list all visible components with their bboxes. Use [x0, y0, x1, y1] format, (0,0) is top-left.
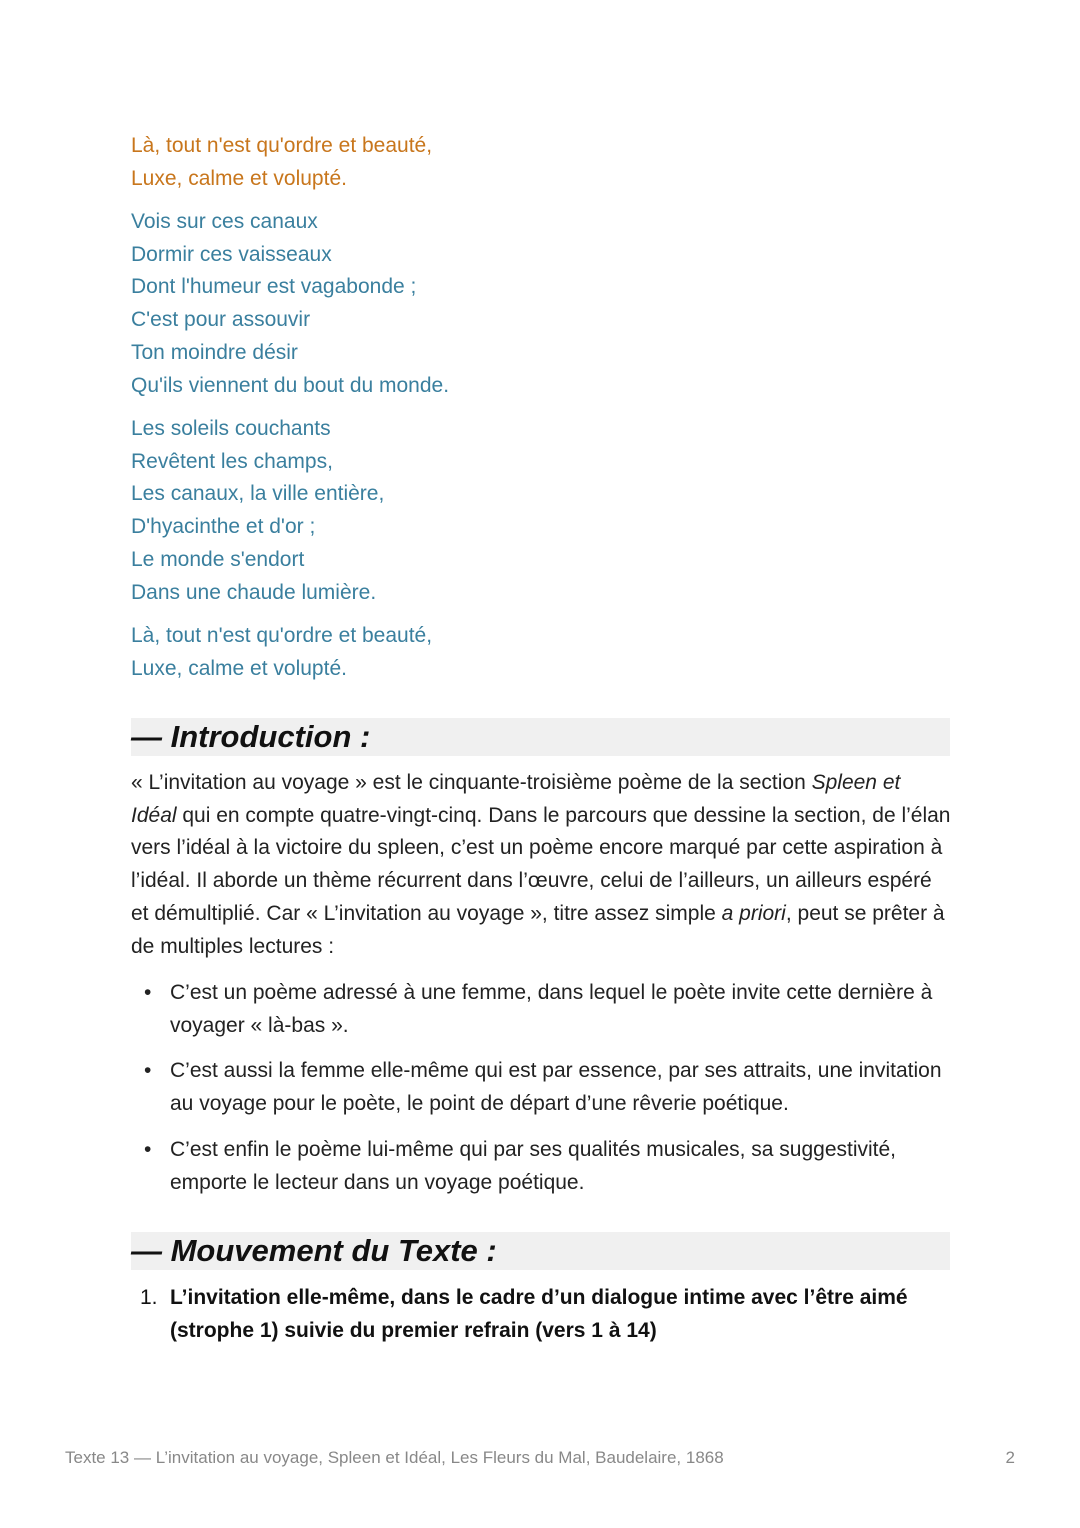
refrain-1 — [131, 130, 951, 195]
item-number: 1. — [140, 1286, 158, 1309]
introduction-bullet-list — [131, 977, 951, 1212]
list-item — [131, 977, 951, 1042]
page-number: 2 — [1005, 1448, 1015, 1467]
introduction-heading-bar — [131, 718, 950, 756]
bullet-text: C’est aussi la femme elle-même qui est par essence, par ses attraits, une invitation au voyage pour le poète, le point de départ d’une rêverie poétique. — [170, 1059, 942, 1116]
introduction-paragraph — [131, 767, 951, 963]
poem-line: Qu'ils viennent du bout du monde. — [131, 373, 450, 397]
poem-line: Dans une chaude lumière. — [131, 580, 377, 604]
bullet-icon: • — [144, 981, 152, 1004]
bullet-icon: • — [144, 1059, 152, 1083]
intro-italic-a-priori: a priori — [721, 901, 786, 925]
bullet-text: C’est enfin le poème lui-même qui par ses qualités musicales, sa suggestivité, emporte le lecteur dans un voyage poétique. — [170, 1137, 897, 1194]
poem-line: Les soleils couchants — [131, 417, 331, 440]
intro-text: , peut se prêter à de multiples lectures : — [131, 901, 945, 958]
poem-line: Luxe, calme et volupté. — [131, 166, 347, 190]
bullet-text: C’est un poème adressé à une femme, dans lequel le poète invite cette dernière à voyager « là-bas ». — [170, 981, 933, 1037]
intro-text: « L’invitation au voyage » est le cinquante-troisième poème de la section — [131, 771, 812, 794]
item-text: L’invitation elle-même, dans le cadre d’un dialogue intime avec l’être aimé (strophe 1) suivie du premier refrain (vers 1 à 14) — [170, 1286, 908, 1342]
list-item — [131, 1055, 951, 1120]
poem-line: Luxe, calme et volupté. — [131, 656, 347, 680]
mouvement-heading: — Mouvement du Texte : — [131, 1233, 497, 1268]
poem-line: Ton moindre désir — [131, 340, 298, 364]
refrain-2 — [131, 620, 951, 685]
introduction-heading: — Introduction : — [131, 719, 371, 754]
list-item — [131, 1134, 951, 1199]
poem-line: Là, tout n'est qu'ordre et beauté, — [131, 134, 433, 157]
stanza-1 — [131, 206, 951, 402]
intro-italic-spleen: Spleen et Idéal — [131, 771, 901, 827]
poem-line: Les canaux, la ville entière, — [131, 482, 385, 506]
stanza-2 — [131, 413, 951, 609]
poem-line: Vois sur ces canaux — [131, 210, 318, 233]
poem-line: Dont l'humeur est vagabonde ; — [131, 275, 417, 299]
footer-source: Texte 13 — L’invitation au voyage, Spleen et Idéal, Les Fleurs du Mal, Baudelaire, 1868 — [65, 1448, 724, 1467]
poem-line: Le monde s'endort — [131, 547, 305, 571]
poem-line: Revêtent les champs, — [131, 449, 333, 473]
poem-line: Dormir ces vaisseaux — [131, 242, 332, 266]
bullet-icon: • — [144, 1137, 152, 1161]
poem-line: Là, tout n'est qu'ordre et beauté, — [131, 624, 433, 647]
poem-line: D'hyacinthe et d'or ; — [131, 515, 316, 539]
numbered-item — [131, 1282, 951, 1347]
poem-line: C'est pour assouvir — [131, 308, 311, 332]
mouvement-heading-bar — [131, 1232, 950, 1270]
intro-text: qui en compte quatre-vingt-cinq. Dans le parcours que dessine la section, de l’élan vers l’idéal à la victoire du spleen, c’est un poème encore marqué par cette aspiration à l’idéal. Il aborde un thème récurrent dans l’œuvre, celui de l’ailleurs, un ailleurs espéré et démultiplié. Car « L’invitation au voyage », titre assez simple — [131, 803, 951, 925]
